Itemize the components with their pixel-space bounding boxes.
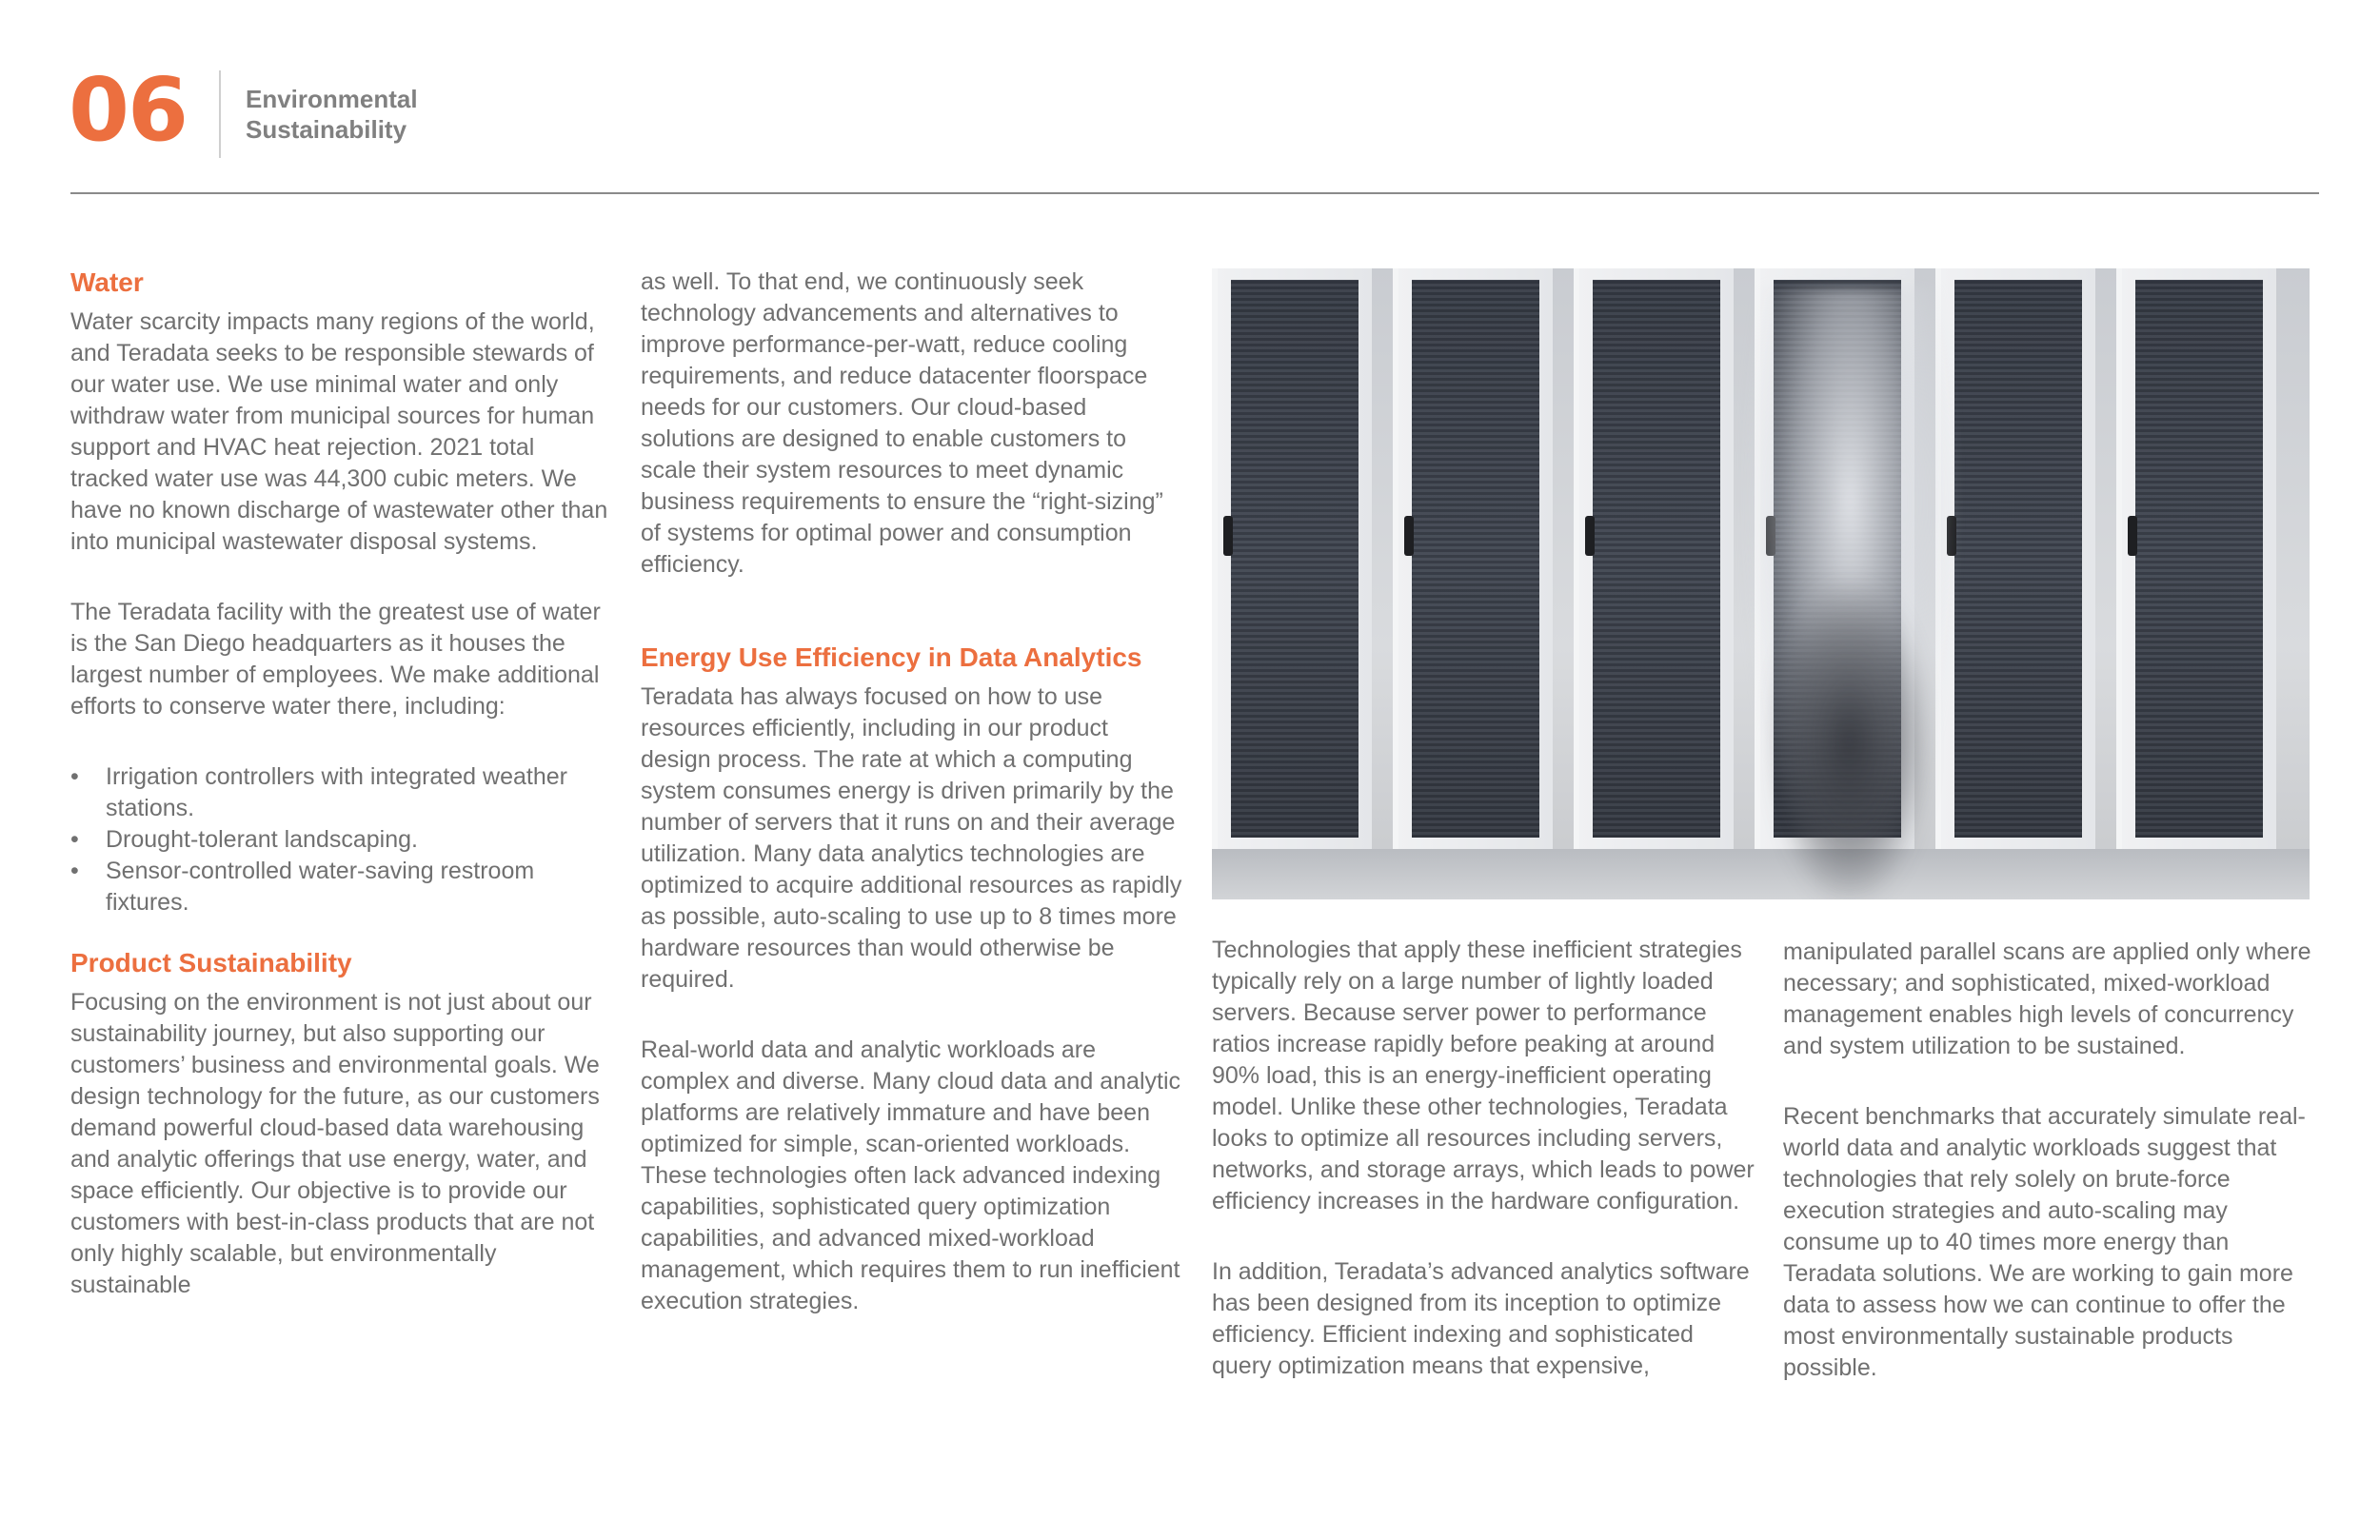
list-item: • Drought-tolerant landscaping. [70,824,613,856]
section-number: 06 [69,59,188,161]
water-paragraph-1: Water scarcity impacts many regions of the world, and Teradata seeks to be responsible stewards of our water use. We use minimal water and only withdraw water from municipal sources for human support and HVAC heat rejection. 2021 total tracked water use was 44,300 cubic meters. We have no known discharge of wastewater other than into municipal wastewater disposal systems. [70,308,608,555]
server-rack [2116,268,2276,849]
col3-paragraph-2: In addition, Teradata’s advanced analytics software has been designed from its inception to optimize efficiency. Efficient indexing and sophisticated query optimization means that expensive, [1212,1258,1750,1379]
col3-paragraph-1: Technologies that apply these inefficient strategies typically rely on a large number of lightly loaded servers. Because server power to performance ratios increase rapidly before peaking at around 90% load, this is an energy-inefficient operating model. Unlike these other technologies, Teradata looks to optimize all resources including servers, networks, and storage arrays, which leads to power efficiency increases in the hardware configuration. [1212,937,1755,1214]
column-1 [70,267,613,1301]
list-item: • Sensor-controlled water-saving restroom fixtures. [70,856,613,918]
datacenter-photo [1212,268,2310,899]
water-paragraph-2: The Teradata facility with the greatest use of water is the San Diego headquarters as it houses the largest number of employees. We make additional efforts to conserve water there, including: [70,599,601,720]
column-3 [1212,935,1755,1382]
server-rack [1212,268,1372,849]
column-2 [641,267,1183,1317]
server-rack [1935,268,2095,849]
walking-person-legs [1774,582,1926,899]
column-4 [1783,937,2326,1384]
energy-paragraph-2: Real-world data and analytic workloads are complex and diverse. Many cloud data and analytic platforms are relatively immature and have been optimized for simple, scan-oriented workloads. These technologies often lack advanced indexing capabilities, sophisticated query optimization capabilities, and advanced mixed-workload management, which requires them to run inefficient execution strategies. [641,1037,1180,1314]
col4-paragraph-2: Recent benchmarks that accurately simulate real-world data and analytic workloads suggest that technologies that rely solely on brute-force execution strategies and auto-scaling may consume up to 40 times more energy than Teradata solutions. We are working to gain more data to assess how we can continue to offer the most environmentally sustainable products possible. [1783,1103,2306,1381]
col4-paragraph-1: manipulated parallel scans are applied only where necessary; and sophisticated, mixed-workload management enables high levels of concurrency and system utilization to be sustained. [1783,938,2311,1059]
server-rack [1393,268,1553,849]
product-sustainability-heading: Product Sustainability [70,948,352,977]
energy-paragraph-1: Teradata has always focused on how to use resources efficiently, including in our product design process. The rate at which a computing system consumes energy is driven primarily by the number of servers that it runs on and their average utilization. Many data analytics technologies are optimized to acquire additional resources as rapidly as possible, auto-scaling to use up to 8 times more hardware resources than would otherwise be required. [641,683,1182,993]
server-rack [1574,268,1734,849]
list-item: • Irrigation controllers with integrated weather stations. [70,761,613,824]
continued-paragraph: as well. To that end, we continuously seek technology advancements and alternatives to improve performance-per-watt, reduce cooling requirements, and reduce datacenter floorspace needs for our customers. Our cloud-based solutions are designed to enable customers to scale their system resources to meet dynamic business requirements to ensure the “right-sizing” of systems for optimal power and consumption efficiency. [641,268,1163,578]
product-paragraph: Focusing on the environment is not just about our sustainability journey, but also supporting our customers’ business and environmental goals. We design technology for the future, as our customers demand powerful cloud-based data warehousing and analytic offerings that use energy, water, and space efficiently. Our objective is to provide our customers with best-in-class products that are not only highly scalable, but environmentally sustainable [70,989,600,1298]
header-rule [70,192,2319,194]
section-title: Environmental Sustainability [246,85,418,144]
header-divider [219,70,221,158]
water-heading: Water [70,267,144,297]
water-measures-list [70,761,613,918]
energy-efficiency-heading: Energy Use Efficiency in Data Analytics [641,642,1142,672]
